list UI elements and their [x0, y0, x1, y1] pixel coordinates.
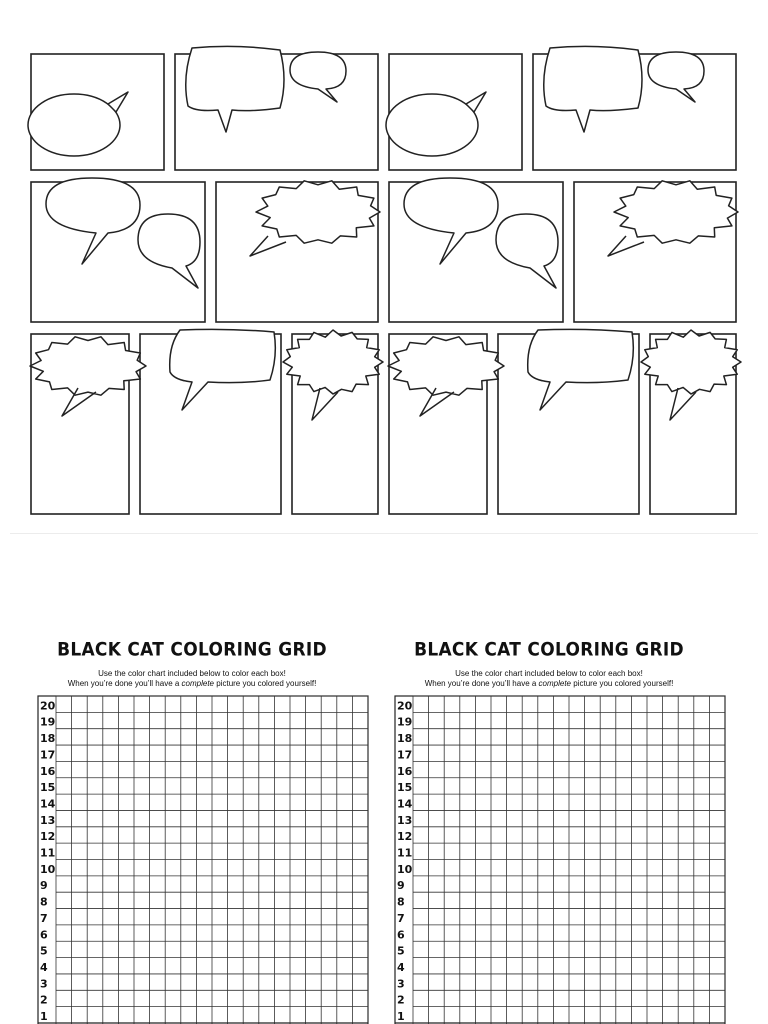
grid-chart [357, 536, 741, 1024]
row-label: 1 [40, 1010, 48, 1023]
coloring-grid-right [357, 536, 741, 1024]
speech-bubble [388, 96, 476, 154]
row-label: 11 [397, 846, 413, 860]
grid-title: BLACK CAT COLORING GRID [57, 639, 327, 661]
coloring-grid-left [0, 536, 384, 1024]
row-label: 7 [397, 911, 405, 925]
instructions-line-1: Use the color chart included below to color each box! [98, 669, 286, 678]
row-label: 13 [397, 813, 413, 827]
grid-lines [38, 696, 368, 1024]
row-label: 3 [40, 977, 48, 991]
row-label: 20 [40, 699, 56, 713]
row-label: 14 [40, 797, 56, 811]
row-label: 15 [40, 781, 56, 795]
row-label: 6 [40, 928, 48, 942]
row-label: 10 [40, 862, 56, 876]
row-label: 15 [397, 781, 413, 795]
row-label: 8 [40, 895, 48, 909]
row-label: 20 [397, 699, 413, 713]
row-label: 19 [40, 715, 56, 729]
speech-bubble [30, 96, 118, 154]
grid-title: BLACK CAT COLORING GRID [414, 639, 684, 661]
row-label: 6 [397, 928, 405, 942]
instructions-text: When you’re done you’ll have a [424, 679, 539, 688]
instructions-line-1: Use the color chart included below to color each box! [455, 669, 643, 678]
row-label: 1 [397, 1010, 405, 1023]
row-label: 5 [397, 944, 405, 958]
row-label: 11 [40, 846, 56, 860]
row-label: 16 [397, 764, 413, 778]
coloring-grid-page [0, 536, 768, 1024]
row-label: 2 [397, 993, 405, 1007]
row-label: 19 [397, 715, 413, 729]
row-label: 4 [40, 960, 48, 974]
row-label: 8 [397, 895, 405, 909]
instructions-text: When you’re done you’ll have a [67, 679, 182, 688]
page-divider [10, 533, 758, 534]
instructions-text: picture you colored yourself! [571, 679, 674, 688]
instructions-text: picture you colored yourself! [214, 679, 317, 688]
row-label: 7 [40, 911, 48, 925]
row-label: 5 [40, 944, 48, 958]
row-label: 14 [397, 797, 413, 811]
row-label: 17 [40, 748, 56, 762]
row-label: 2 [40, 993, 48, 1007]
row-label: 3 [397, 977, 405, 991]
instructions-emphasis: complete [538, 679, 572, 688]
grid-lines [395, 696, 725, 1024]
row-label: 16 [40, 764, 56, 778]
row-label: 17 [397, 748, 413, 762]
row-label: 18 [40, 732, 56, 746]
comic-sheet [28, 46, 383, 514]
row-label: 13 [40, 813, 56, 827]
row-label: 10 [397, 862, 413, 876]
row-label: 18 [397, 732, 413, 746]
row-label: 9 [40, 879, 48, 893]
comic-sheet [386, 46, 741, 514]
row-label: 12 [397, 830, 413, 844]
row-label: 12 [40, 830, 56, 844]
instructions-emphasis: complete [181, 679, 215, 688]
row-label: 4 [397, 960, 405, 974]
grid-chart [0, 536, 384, 1024]
row-label: 9 [397, 879, 405, 893]
